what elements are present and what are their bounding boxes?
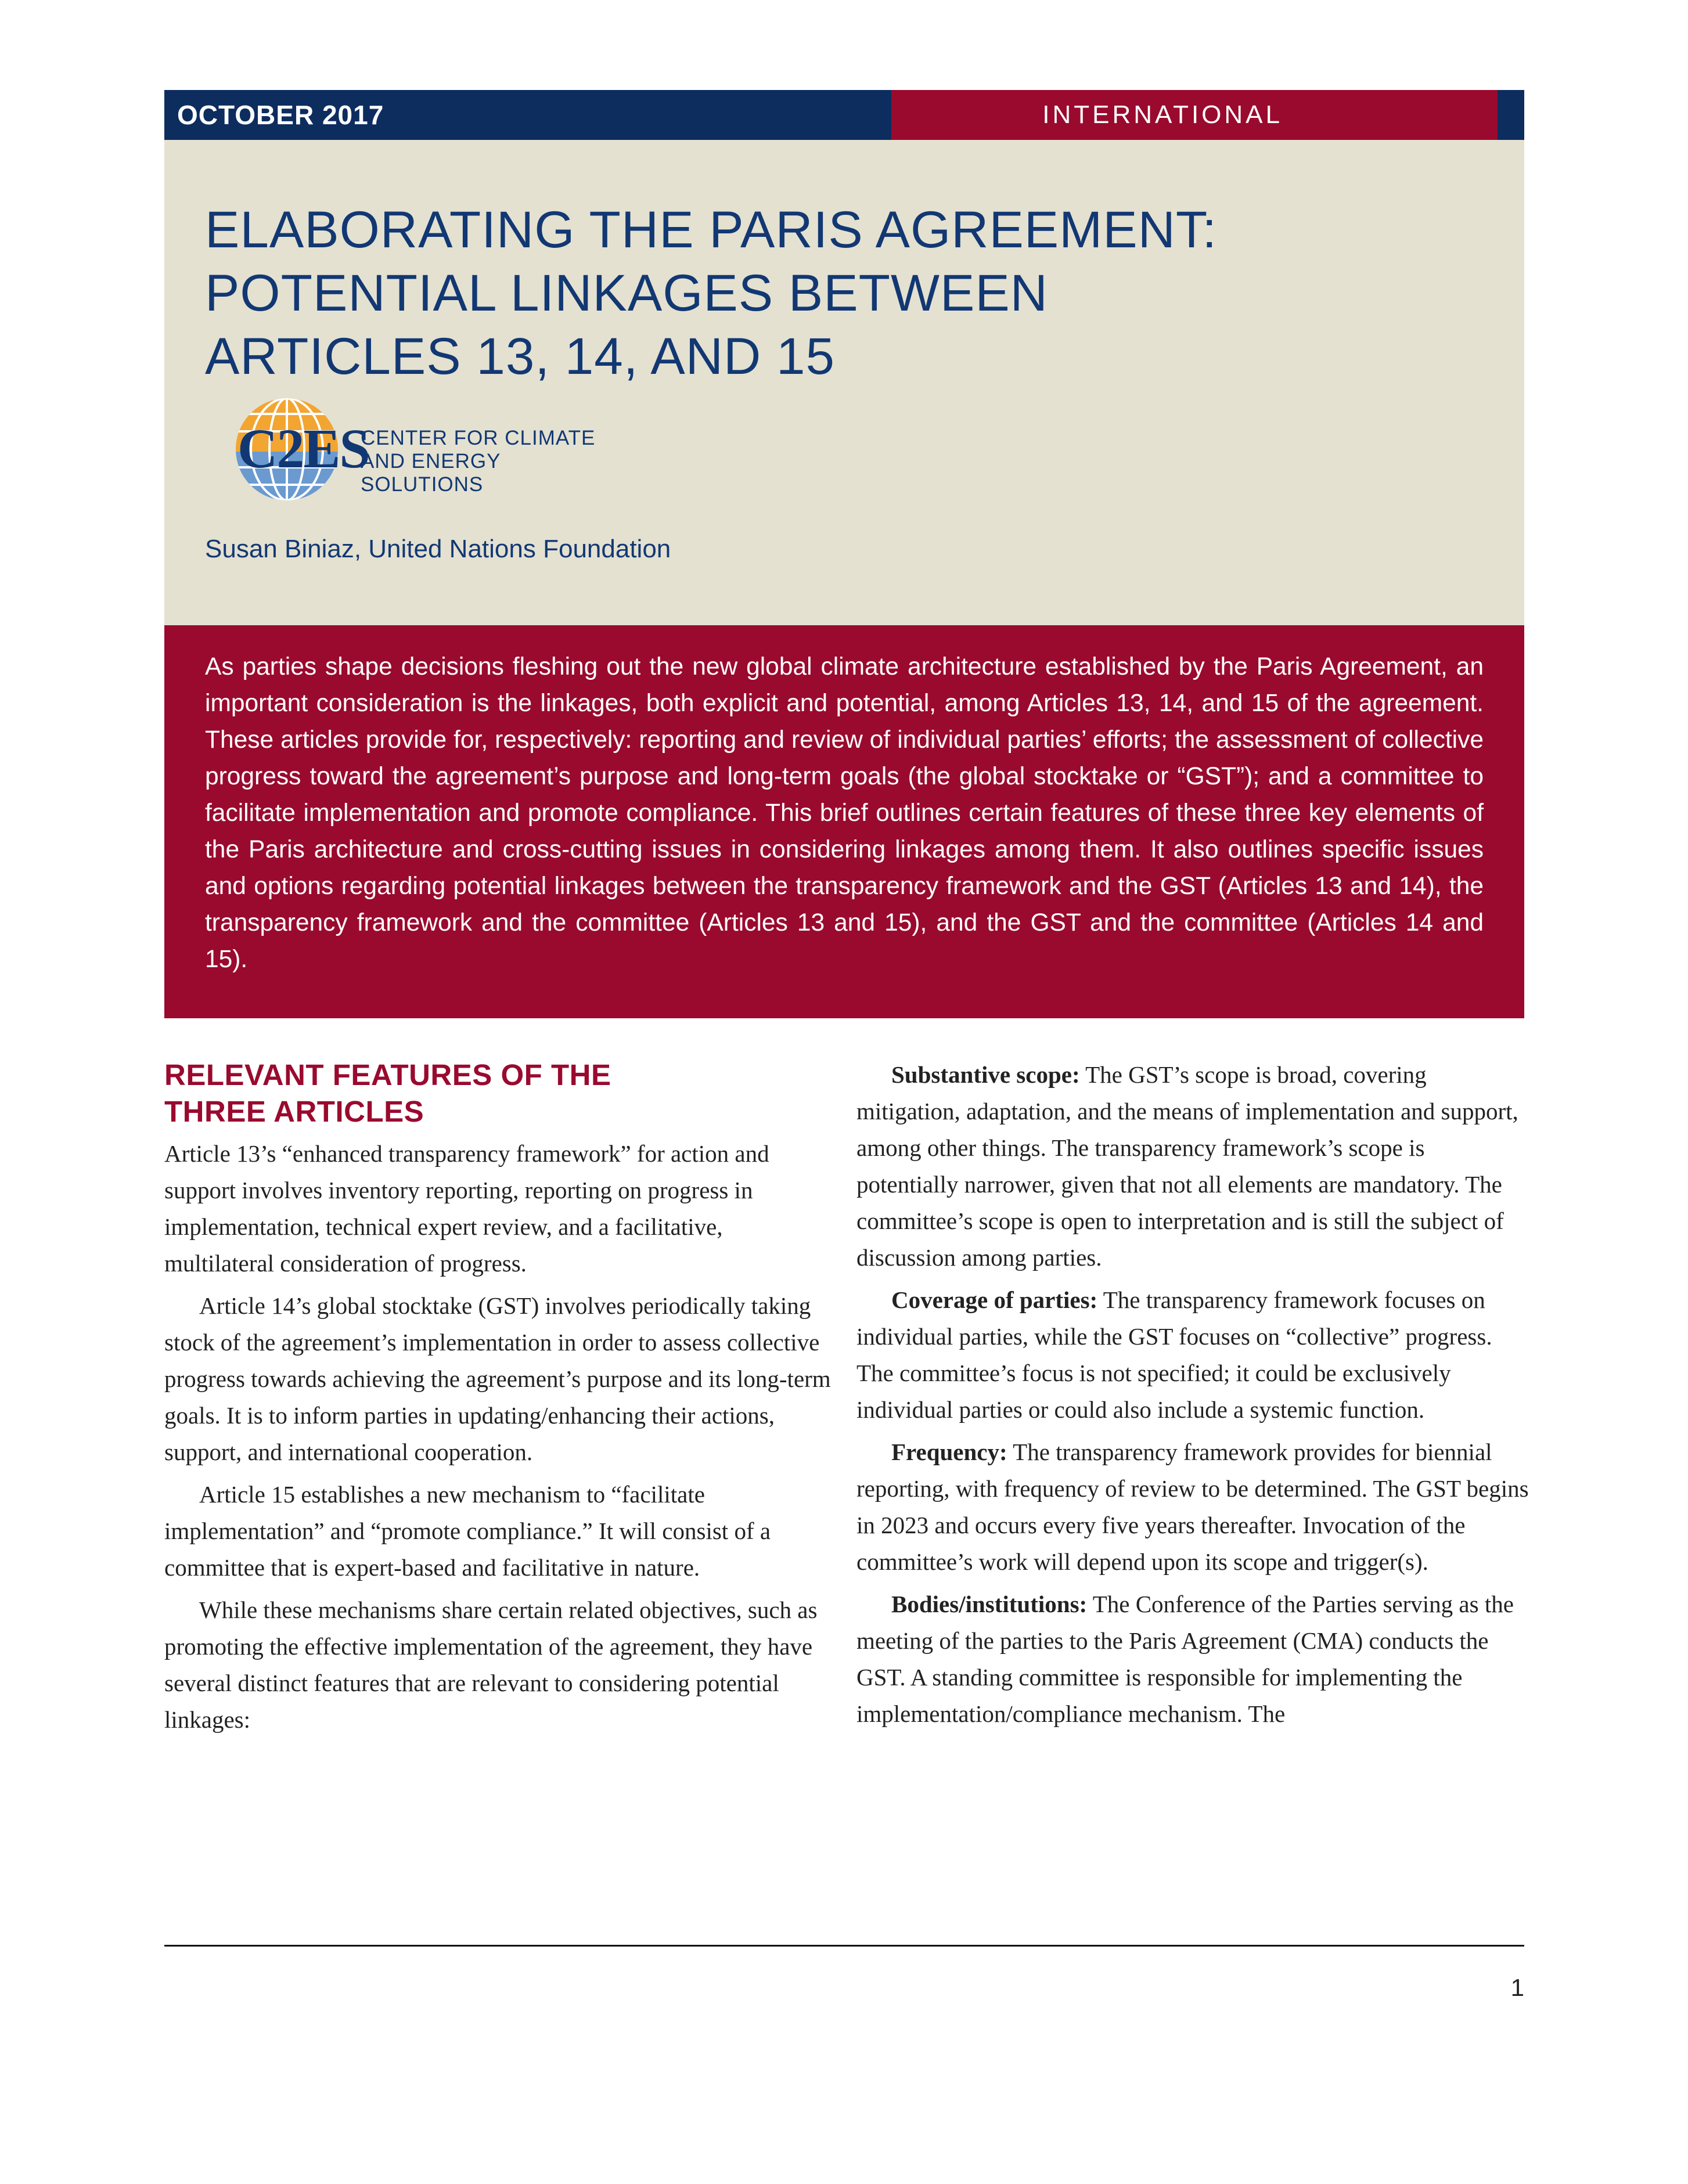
title-line-3: ARTICLES 13, 14, AND 15: [205, 327, 835, 385]
logo-wordmark: [361, 427, 611, 496]
logo-line-1: CENTER FOR CLIMATE: [361, 427, 596, 449]
paragraph-article-13: Article 13’s “enhanced transparency framework” for action and support involves inventory reporting, reporting on progress in implementation, technical expert review, and a facilitative, multilateral consideration of progress.: [164, 1140, 769, 1277]
publication-date: OCTOBER 2017: [177, 100, 384, 130]
title-panel: [164, 140, 1524, 625]
paragraph-bodies-institutions: [856, 1586, 1530, 1732]
footer-divider: [164, 1945, 1524, 1947]
section-heading: [164, 1057, 832, 1130]
abstract-panel: [164, 625, 1524, 1018]
title-line-1: ELABORATING THE PARIS AGREEMENT:: [205, 200, 1218, 258]
paragraph-coverage-of-parties: [856, 1282, 1530, 1428]
lead-frequency: Frequency:: [891, 1439, 1007, 1465]
page-number: 1: [1510, 1974, 1524, 2001]
lead-coverage-of-parties: Coverage of parties:: [891, 1286, 1098, 1313]
header-cap: [1498, 90, 1524, 140]
text-frequency: The transparency framework provides for biennial reporting, with frequency of review to be determined. The GST begins in 2023 and occurs every five years thereafter. Invocation of the committee’s work will depend upon its scope and trigger(s).: [856, 1439, 1529, 1575]
text-substantive-scope: The GST’s scope is broad, covering mitigation, adaptation, and the means of implementation and support, among other things. The transparency framework’s scope is potentially narrower, given that not all elements are mandatory. The committee’s scope is open to interpretation and is still the subject of discussion among parties.: [856, 1061, 1518, 1271]
document-title: [205, 198, 1217, 388]
abstract-text: As parties shape decisions fleshing out the new global climate architecture established by the Paris Agreement, an important consideration is the linkages, both explicit and potential, among Articles 13, 14, and 15 of the agreement. These articles provide for, respectively: reporting and review of individual parties’ efforts; the assessment of collective progress toward the agreement’s purpose and long-term goals (the global stocktake or “GST”); and a committee to facilitate implementation and promote compliance. This brief outlines certain features of these three key elements of the Paris architecture and cross-cutting issues in considering linkages among them. It also outlines specific issues and options regarding potential linkages between the transparency framework and the GST (Articles 13 and 14), the transparency framework and the committee (Articles 13 and 15), and the GST and the committee (Articles 14 and 15).: [205, 653, 1484, 973]
date-band: [164, 90, 891, 140]
paragraph-article-15: Article 15 establishes a new mechanism to “facilitate implementation” and “promote compliance.” It will consist of a committee that is expert-based and facilitative in nature.: [164, 1481, 771, 1581]
text-bodies-institutions: The Conference of the Parties serving as the meeting of the parties to the Paris Agreement (CMA) conducts the GST. A standing committee is responsible for implementing the implementation/compliance mechanism. The: [856, 1591, 1514, 1727]
section-label: INTERNATIONAL: [1042, 100, 1283, 129]
lead-bodies-institutions: Bodies/institutions:: [891, 1591, 1088, 1617]
paragraph-frequency: [856, 1434, 1530, 1580]
header-bar: [164, 90, 1524, 140]
left-column: [164, 1057, 832, 1744]
section-heading-line-1: RELEVANT FEATURES OF THE: [164, 1058, 611, 1091]
author-byline: Susan Biniaz, United Nations Foundation: [205, 535, 671, 563]
paragraph-shared-objectives: While these mechanisms share certain related objectives, such as promoting the effective implementation of the agreement, they have several distinct features that are relevant to considering potential linkages:: [164, 1596, 818, 1733]
logo-line-2: AND ENERGY SOLUTIONS: [361, 450, 501, 496]
logo-mark: C2ES: [237, 417, 369, 480]
text-coverage-of-parties: The transparency framework focuses on individual parties, while the GST focuses on “collective” progress. The committee’s focus is not specified; it could be exclusively individual parties or could also include a systemic function.: [856, 1286, 1492, 1423]
section-band: [891, 90, 1498, 140]
right-column: [856, 1057, 1530, 1738]
c2es-logo: [205, 397, 611, 513]
section-heading-line-2: THREE ARTICLES: [164, 1095, 424, 1128]
paragraph-substantive-scope: [856, 1057, 1530, 1276]
paragraph-article-14: Article 14’s global stocktake (GST) involves periodically taking stock of the agreement’s implementation in order to assess collective progress towards achieving the agreement’s purpose and its long-term goals. It is to inform parties in updating/enhancing their actions, support, and international cooperation.: [164, 1292, 831, 1465]
lead-substantive-scope: Substantive scope:: [891, 1061, 1080, 1088]
title-line-2: POTENTIAL LINKAGES BETWEEN: [205, 264, 1048, 322]
